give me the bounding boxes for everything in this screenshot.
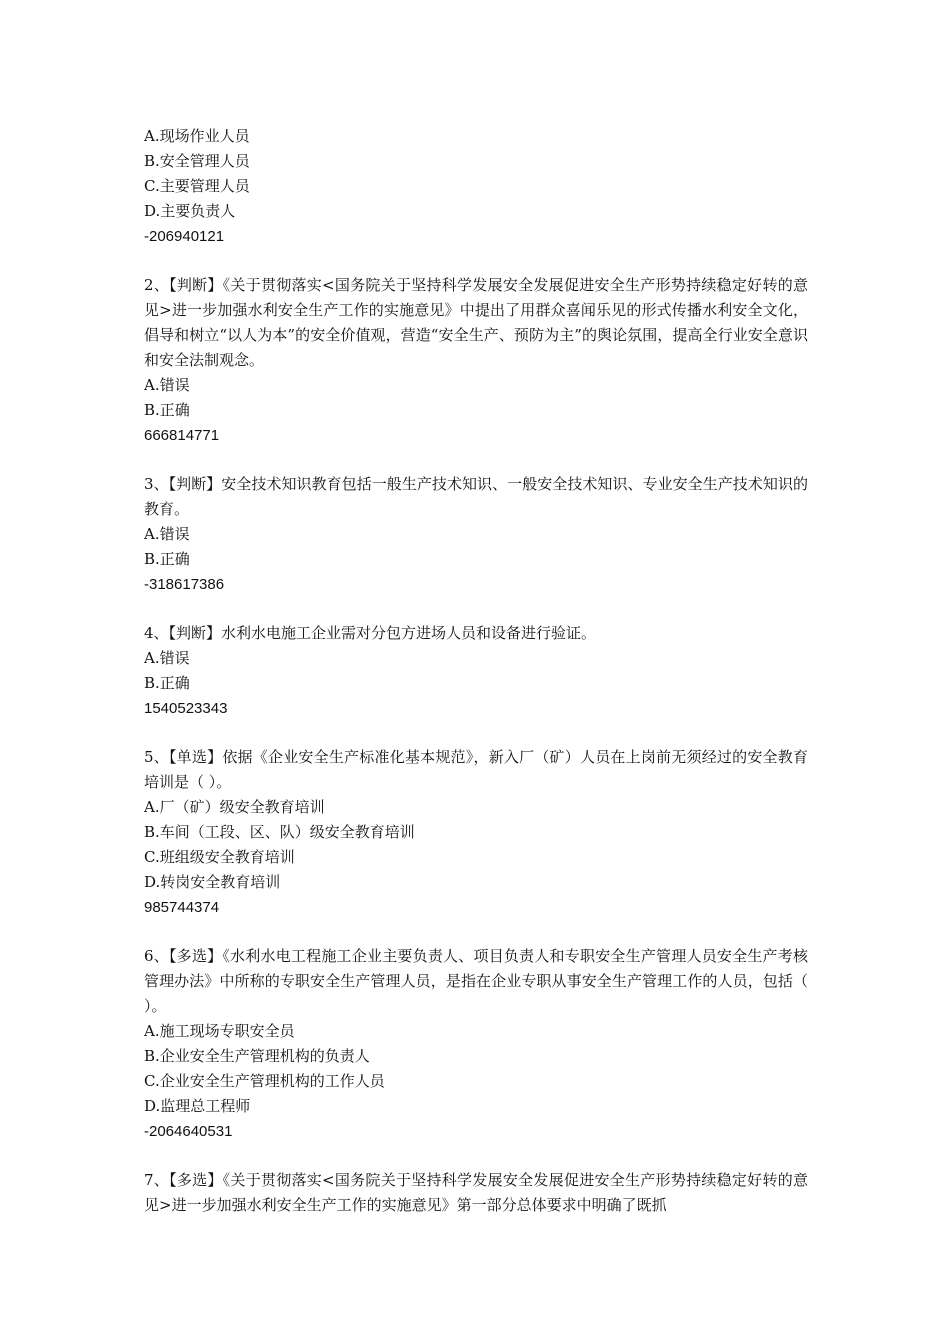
q5-option-b: B.车间（工段、区、队）级安全教育培训 [144, 823, 415, 841]
q4-option-b: B.正确 [144, 674, 190, 692]
q2-text: 2、【判断】《关于贯彻落实<国务院关于坚持科学发展安全发展促进安全生产形势持续稳定好转的意见>进一步加强水利安全生产工作的实施意见》中提出了用群众喜闻乐见的形式传播水利安全文化，倡导和树立“以人为本”的安全价值观，营造“安全生产、预防为主”的舆论氛围，提高全行业安全意识和安全法制观念。 [144, 276, 808, 369]
q6-text: 6、【多选】《水利水电工程施工企业主要负责人、项目负责人和专职安全生产管理人员安全生产考核管理办法》中所称的专职安全生产管理人员，是指在企业专职从事安全生产管理工作的人员，包括（ ）。 [144, 947, 808, 1015]
q2-option-a: A.错误 [144, 376, 190, 394]
question-3-block [144, 472, 808, 597]
spacer [144, 920, 808, 944]
q5-option-c: C.班组级安全教育培训 [144, 848, 295, 866]
q6-code: -2064640531 [144, 1123, 233, 1140]
q1-option-d: D.主要负责人 [144, 202, 236, 220]
spacer [144, 249, 808, 273]
q6-option-a: A.施工现场专职安全员 [144, 1022, 295, 1040]
q4-text: 4、【判断】水利水电施工企业需对分包方进场人员和设备进行验证。 [144, 624, 597, 642]
q1-code: -206940121 [144, 228, 225, 245]
question-1-block [144, 124, 808, 249]
q3-option-b: B.正确 [144, 550, 190, 568]
q5-code: 985744374 [144, 899, 220, 916]
question-6-block [144, 944, 808, 1144]
q5-text: 5、【单选】依据《企业安全生产标准化基本规范》，新入厂（矿）人员在上岗前无须经过的安全教育培训是（ ）。 [144, 748, 808, 791]
question-2-block [144, 273, 808, 448]
q6-option-b: B.企业安全生产管理机构的负责人 [144, 1047, 370, 1065]
q3-code: -318617386 [144, 576, 225, 593]
question-4-block [144, 621, 808, 721]
q4-code: 1540523343 [144, 700, 228, 717]
q4-option-a: A.错误 [144, 649, 190, 667]
question-5-block [144, 745, 808, 920]
q7-text: 7、【多选】《关于贯彻落实<国务院关于坚持科学发展安全发展促进安全生产形势持续稳定好转的意见>进一步加强水利安全生产工作的实施意见》第一部分总体要求中明确了既抓 [144, 1171, 808, 1214]
q6-option-c: C.企业安全生产管理机构的工作人员 [144, 1072, 385, 1090]
q1-option-b: B.安全管理人员 [144, 152, 250, 170]
q1-option-c: C.主要管理人员 [144, 177, 250, 195]
spacer [144, 721, 808, 745]
spacer [144, 448, 808, 472]
q3-option-a: A.错误 [144, 525, 190, 543]
q5-option-a: A.厂（矿）级安全教育培训 [144, 798, 325, 816]
document-content [144, 124, 808, 1218]
spacer [144, 1144, 808, 1168]
q2-option-b: B.正确 [144, 401, 190, 419]
q6-option-d: D.监理总工程师 [144, 1097, 251, 1115]
q5-option-d: D.转岗安全教育培训 [144, 873, 281, 891]
question-7-block [144, 1168, 808, 1218]
q3-text: 3、【判断】安全技术知识教育包括一般生产技术知识、一般安全技术知识、专业安全生产技术知识的教育。 [144, 475, 808, 518]
q2-code: 666814771 [144, 427, 220, 444]
spacer [144, 597, 808, 621]
q1-option-a: A.现场作业人员 [144, 127, 250, 145]
